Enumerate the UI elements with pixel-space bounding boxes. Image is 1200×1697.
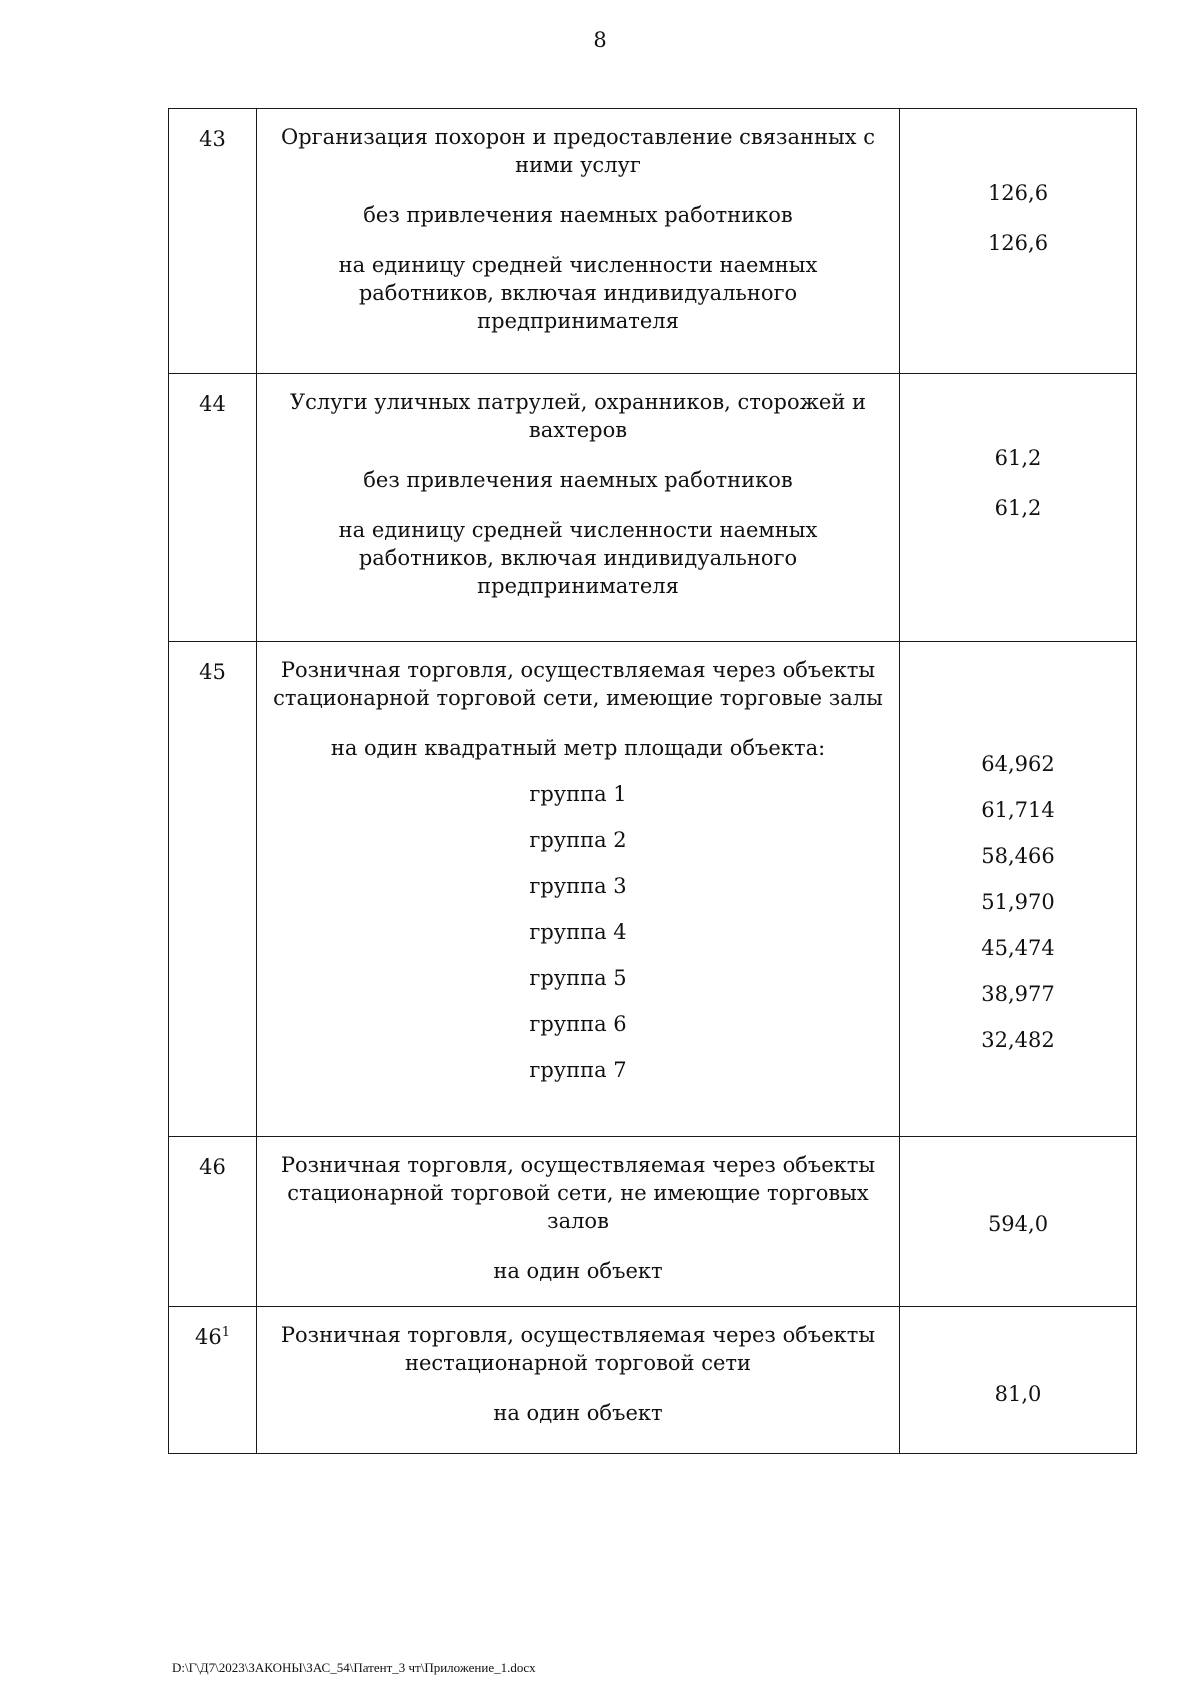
row-number-superscript: 1 [221, 1325, 230, 1340]
value: 81,0 [994, 1382, 1042, 1406]
value: 594,0 [987, 1212, 1049, 1236]
activity-subline: на единицу средней численности наемных работников, включая индивидуального предпринимателя [338, 253, 818, 333]
value: 38,977 [981, 982, 1055, 1006]
value: 64,962 [981, 752, 1055, 776]
row-number [169, 1137, 257, 1307]
activity-title: Розничная торговля, осуществляемая через объекты нестационарной торговой сети [280, 1323, 876, 1375]
activity-title: Услуги уличных патрулей, охранников, сторожей и вахтеров [289, 390, 867, 442]
activity-subline: на один объект [493, 1401, 663, 1425]
activity-subline: группа 7 [529, 1058, 627, 1082]
activity-title: Розничная торговля, осуществляемая через объекты стационарной торговой сети, имеющие торговые залы [273, 658, 883, 710]
row-number [169, 109, 257, 374]
value: 126,6 [987, 231, 1049, 255]
table-row [169, 374, 1137, 642]
activity-subline: без привлечения наемных работников [363, 203, 793, 227]
value-cell [900, 642, 1137, 1137]
value-cell [900, 374, 1137, 642]
activity-title: Розничная торговля, осуществляемая через объекты стационарной торговой сети, не имеющие торговых залов [280, 1153, 876, 1233]
activity-description [257, 1137, 900, 1307]
activity-subline: без привлечения наемных работников [363, 468, 793, 492]
table-row [169, 1307, 1137, 1454]
row-number-text: 43 [199, 127, 226, 151]
activity-subline: группа 4 [529, 920, 627, 944]
value-cell [900, 109, 1137, 374]
activity-subline: группа 3 [529, 874, 627, 898]
activity-subline: на единицу средней численности наемных работников, включая индивидуального предпринимателя [338, 518, 818, 598]
row-number-text: 46 [194, 1325, 222, 1349]
page-number: 8 [593, 28, 607, 52]
activity-title: Организация похорон и предоставление связанных с ними услуг [281, 125, 875, 177]
table-row [169, 1137, 1137, 1307]
activity-subline: группа 6 [529, 1012, 627, 1036]
value: 32,482 [981, 1028, 1055, 1052]
value: 61,2 [994, 496, 1042, 520]
value: 126,6 [987, 181, 1049, 205]
value: 51,970 [981, 890, 1055, 914]
value-cell [900, 1137, 1137, 1307]
row-number [169, 642, 257, 1137]
activity-subline: группа 2 [529, 828, 627, 852]
activity-subline: группа 1 [529, 782, 627, 806]
activity-description [257, 642, 900, 1137]
row-number [169, 1307, 257, 1454]
activity-description [257, 109, 900, 374]
table-row [169, 642, 1137, 1137]
activity-subline: на один объект [493, 1259, 663, 1283]
value: 61,714 [981, 798, 1055, 822]
table-row [169, 109, 1137, 374]
row-number [169, 374, 257, 642]
value: 58,466 [981, 844, 1055, 868]
value: 45,474 [981, 936, 1055, 960]
activity-description [257, 374, 900, 642]
value-cell [900, 1307, 1137, 1454]
activity-subline: группа 5 [529, 966, 627, 990]
row-number-text: 45 [199, 660, 226, 684]
value: 61,2 [994, 446, 1042, 470]
row-number-text: 44 [199, 392, 226, 416]
activity-subline: на один квадратный метр площади объекта: [330, 736, 826, 760]
row-number-text: 46 [199, 1155, 226, 1179]
activity-description [257, 1307, 900, 1454]
file-path-footer: D:\Г\Д7\2023\ЗАКОНЫ\ЗАС_54\Патент_3 чт\Приложение_1.docx [172, 1660, 536, 1675]
activity-table [168, 108, 1137, 1454]
